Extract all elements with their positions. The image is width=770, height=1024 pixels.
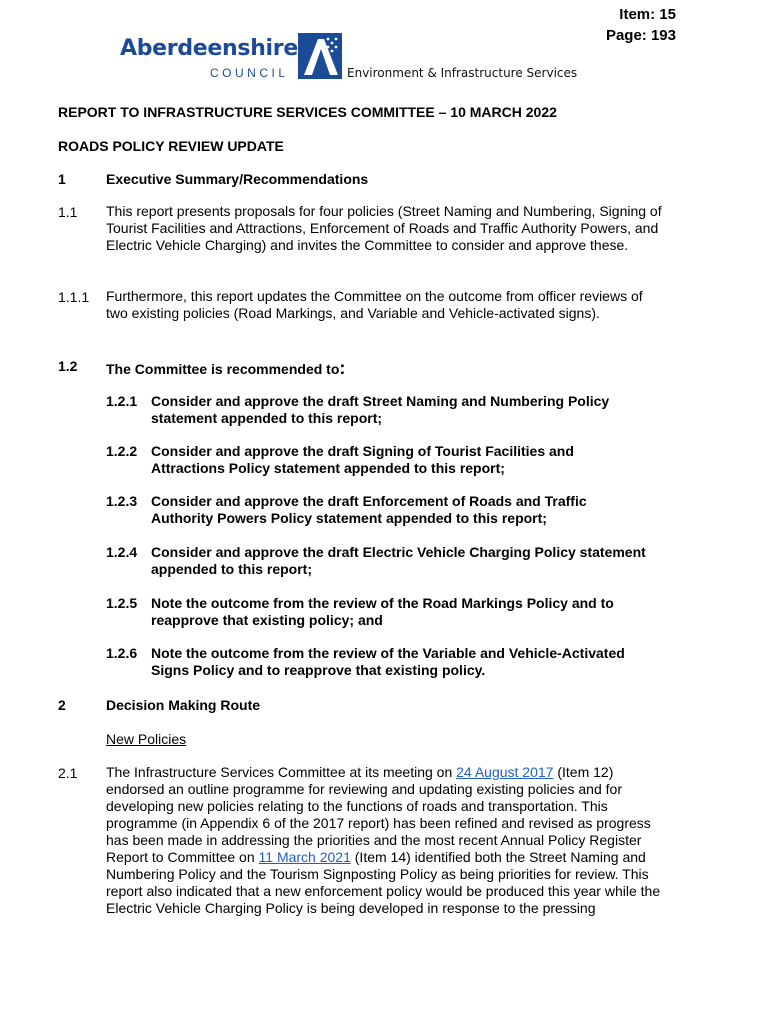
para-1-1-number: 1.1 (58, 204, 78, 220)
council-logo-icon (298, 33, 342, 79)
recommendation-item: Note the outcome from the review of the Road Markings Policy and to reapprove that existing policy; and (151, 595, 614, 628)
report-title: REPORT TO INFRASTRUCTURE SERVICES COMMITTEE – 10 MARCH 2022 (58, 104, 557, 120)
department-name: Environment & Infrastructure Services (347, 66, 578, 80)
recommendation-item: Consider and approve the draft Signing of Tourist Facilities and Attractions Policy statement appended to this report; (151, 443, 574, 476)
para-1-1-1-number: 1.1.1 (58, 289, 90, 305)
report-subject: ROADS POLICY REVIEW UPDATE (58, 138, 284, 154)
para-1-2-number: 1.2 (58, 358, 78, 374)
rec-number: 1.2.1 (106, 393, 138, 409)
item-number: Item: 15 (619, 6, 676, 23)
recommendation-item: Consider and approve the draft Street Naming and Numbering Policy statement appended to this report; (151, 393, 610, 426)
rec-number: 1.2.2 (106, 443, 138, 459)
section-2-number: 2 (58, 697, 66, 713)
para-2-1-number: 2.1 (58, 765, 78, 781)
logo-council: COUNCIL (210, 66, 289, 80)
page-number: Page: 193 (605, 27, 676, 44)
logo-wordmark: Aberdeenshire (120, 36, 298, 61)
section-1-heading: Executive Summary/Recommendations (106, 171, 369, 187)
rec-number: 1.2.4 (106, 544, 138, 560)
meeting-link-2017[interactable]: 24 August 2017 (456, 764, 554, 780)
recommendation-item: Note the outcome from the review of the Variable and Vehicle-Activated Signs Policy and to reapprove that existing policy. (151, 645, 625, 678)
section-1-number: 1 (58, 171, 66, 187)
rec-number: 1.2.3 (106, 493, 138, 509)
recommendation-item: Consider and approve the draft Electric Vehicle Charging Policy statement appended to this report; (151, 544, 646, 577)
new-policies-subheading: New Policies (106, 731, 187, 747)
para-1-1: This report presents proposals for four policies (Street Naming and Numbering, Signing of Tourist Facilities and Attractions, Enforcement of Roads and Traffic Authority Powers, and Electric Vehicle Charging) and invites the Committee to consider and approve these. (106, 203, 662, 253)
para-1-1-1: Furthermore, this report updates the Committee on the outcome from officer reviews of two existing policies (Road Markings, and Variable and Vehicle-activated signs). (106, 288, 643, 321)
rec-number: 1.2.6 (106, 645, 138, 661)
recommendations-heading: The Committee is recommended to: (106, 358, 346, 378)
para-2-1: The Infrastructure Services Committee at its meeting on 24 August 2017 (Item 12) endorsed an outline programme for reviewing and updating existing policies and for developing new policies relating to the functions of roads and transportation. This programme (in Appendix 6 of the 2017 report) has been refined and revised as progress has been made in addressing the priorities and the most recent Annual Policy Register Report to Committee on 11 March 2021 (Item 14) identified both the Street Naming and Numbering Policy and the Tourism Signposting Policy as being priorities for review. This report also indicated that a new enforcement policy would be produced this year while the Electric Vehicle Charging Policy is being developed in response to the pressing (106, 764, 661, 916)
meeting-link-2021[interactable]: 11 March 2021 (258, 849, 351, 865)
rec-number: 1.2.5 (106, 595, 138, 611)
recommendation-item: Consider and approve the draft Enforcement of Roads and Traffic Authority Powers Policy statement appended to this report; (151, 493, 587, 526)
section-2-heading: Decision Making Route (106, 697, 261, 713)
